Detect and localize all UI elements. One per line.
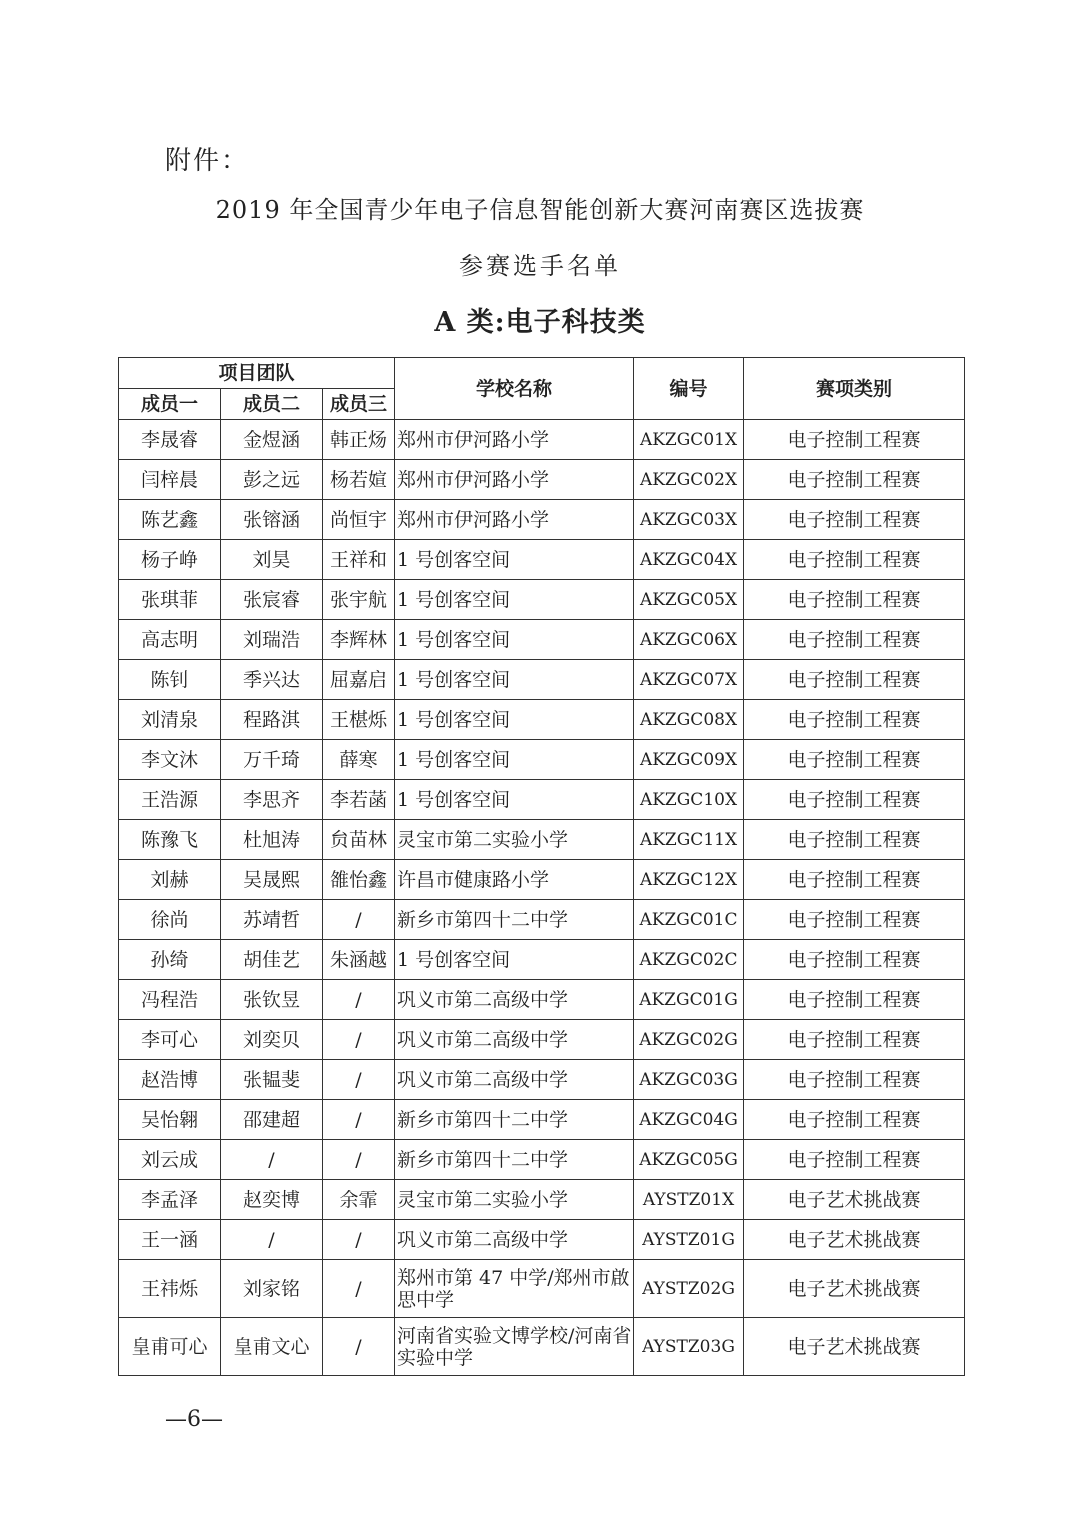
member2-cell: 苏靖哲 [221, 900, 323, 940]
member1-cell: 皇甫可心 [119, 1318, 221, 1376]
event-cell: 电子控制工程赛 [744, 1100, 965, 1140]
school-cell: 灵宝市第二实验小学 [395, 1180, 634, 1220]
code-cell: AKZGC03G [634, 1060, 744, 1100]
member3-cell: / [323, 1140, 395, 1180]
document-subtitle: 参赛选手名单 [459, 252, 621, 280]
table-body [119, 420, 965, 1376]
header-member2: 成员二 [221, 389, 323, 420]
member1-cell: 李晟睿 [119, 420, 221, 460]
table-row [119, 1020, 965, 1060]
member3-cell: 朱涵越 [323, 940, 395, 980]
event-cell: 电子控制工程赛 [744, 1060, 965, 1100]
member2-cell: 程路淇 [221, 700, 323, 740]
code-cell: AYSTZ03G [634, 1318, 744, 1376]
member3-cell: 王祥和 [323, 540, 395, 580]
school-cell: 1 号创客空间 [395, 740, 634, 780]
table-row [119, 1220, 965, 1260]
page-number: —6— [165, 1407, 223, 1432]
code-cell: AKZGC06X [634, 620, 744, 660]
member1-cell: 刘云成 [119, 1140, 221, 1180]
member3-cell: 王椹烁 [323, 700, 395, 740]
member2-cell: 刘家铭 [221, 1260, 323, 1318]
code-cell: AKZGC07X [634, 660, 744, 700]
member3-cell: 薛寒 [323, 740, 395, 780]
event-cell: 电子控制工程赛 [744, 860, 965, 900]
member2-cell: 张镕涵 [221, 500, 323, 540]
school-cell: 1 号创客空间 [395, 780, 634, 820]
event-cell: 电子艺术挑战赛 [744, 1220, 965, 1260]
member1-cell: 闫梓晨 [119, 460, 221, 500]
code-cell: AYSTZ01X [634, 1180, 744, 1220]
code-cell: AKZGC12X [634, 860, 744, 900]
school-cell: 郑州市第 47 中学/郑州市啟思中学 [395, 1260, 634, 1318]
member2-cell: 胡佳艺 [221, 940, 323, 980]
event-cell: 电子艺术挑战赛 [744, 1260, 965, 1318]
table-row [119, 1140, 965, 1180]
member3-cell: 余霏 [323, 1180, 395, 1220]
table-row [119, 1060, 965, 1100]
table-row [119, 540, 965, 580]
member3-cell: 韩正炀 [323, 420, 395, 460]
event-cell: 电子控制工程赛 [744, 420, 965, 460]
code-cell: AKZGC02G [634, 1020, 744, 1060]
member3-cell: 李辉林 [323, 620, 395, 660]
member1-cell: 杨子峥 [119, 540, 221, 580]
code-cell: AKZGC11X [634, 820, 744, 860]
school-cell: 1 号创客空间 [395, 540, 634, 580]
event-cell: 电子控制工程赛 [744, 540, 965, 580]
school-cell: 1 号创客空间 [395, 700, 634, 740]
table-row [119, 940, 965, 980]
document-title: 2019 年全国青少年电子信息智能创新大赛河南赛区选拔赛 [215, 196, 865, 224]
code-cell: AKZGC10X [634, 780, 744, 820]
table-row [119, 980, 965, 1020]
school-cell: 1 号创客空间 [395, 620, 634, 660]
event-cell: 电子艺术挑战赛 [744, 1180, 965, 1220]
member2-cell: 杜旭涛 [221, 820, 323, 860]
code-cell: AKZGC01C [634, 900, 744, 940]
member2-cell: 张韫斐 [221, 1060, 323, 1100]
school-cell: 许昌市健康路小学 [395, 860, 634, 900]
school-cell: 巩义市第二高级中学 [395, 980, 634, 1020]
event-cell: 电子控制工程赛 [744, 580, 965, 620]
header-team: 项目团队 [119, 358, 395, 389]
code-cell: AKZGC02X [634, 460, 744, 500]
member3-cell: / [323, 1260, 395, 1318]
member2-cell: 李思齐 [221, 780, 323, 820]
member2-cell: 彭之远 [221, 460, 323, 500]
member3-cell: / [323, 1318, 395, 1376]
event-cell: 电子控制工程赛 [744, 1140, 965, 1180]
participants-table [118, 357, 965, 1376]
member1-cell: 徐尚 [119, 900, 221, 940]
member2-cell: 皇甫文心 [221, 1318, 323, 1376]
member1-cell: 李文沐 [119, 740, 221, 780]
member2-cell: 刘昊 [221, 540, 323, 580]
code-cell: AKZGC01X [634, 420, 744, 460]
school-cell: 新乡市第四十二中学 [395, 900, 634, 940]
member1-cell: 刘赫 [119, 860, 221, 900]
member1-cell: 王浩源 [119, 780, 221, 820]
table-row [119, 860, 965, 900]
table-row [119, 580, 965, 620]
event-cell: 电子控制工程赛 [744, 660, 965, 700]
school-cell: 郑州市伊河路小学 [395, 460, 634, 500]
member1-cell: 吴怡翱 [119, 1100, 221, 1140]
event-cell: 电子控制工程赛 [744, 780, 965, 820]
header-event: 赛项类别 [744, 358, 965, 420]
table-row [119, 1260, 965, 1318]
school-cell: 1 号创客空间 [395, 580, 634, 620]
header-member3: 成员三 [323, 389, 395, 420]
member2-cell: 刘瑞浩 [221, 620, 323, 660]
code-cell: AKZGC08X [634, 700, 744, 740]
member3-cell: / [323, 900, 395, 940]
member1-cell: 王一涵 [119, 1220, 221, 1260]
school-cell: 郑州市伊河路小学 [395, 420, 634, 460]
member2-cell: 吴晟熙 [221, 860, 323, 900]
table-row [119, 1318, 965, 1376]
member2-cell: / [221, 1140, 323, 1180]
member2-cell: 张钦昱 [221, 980, 323, 1020]
event-cell: 电子控制工程赛 [744, 900, 965, 940]
member3-cell: / [323, 1100, 395, 1140]
member1-cell: 陈豫飞 [119, 820, 221, 860]
school-cell: 巩义市第二高级中学 [395, 1060, 634, 1100]
member1-cell: 高志明 [119, 620, 221, 660]
member1-cell: 张琪菲 [119, 580, 221, 620]
school-cell: 1 号创客空间 [395, 660, 634, 700]
school-cell: 1 号创客空间 [395, 940, 634, 980]
event-cell: 电子控制工程赛 [744, 980, 965, 1020]
member2-cell: 张宸睿 [221, 580, 323, 620]
member3-cell: 杨若媗 [323, 460, 395, 500]
event-cell: 电子控制工程赛 [744, 740, 965, 780]
school-cell: 巩义市第二高级中学 [395, 1020, 634, 1060]
code-cell: AKZGC09X [634, 740, 744, 780]
table-row [119, 500, 965, 540]
header-member1: 成员一 [119, 389, 221, 420]
member2-cell: / [221, 1220, 323, 1260]
member1-cell: 赵浩博 [119, 1060, 221, 1100]
code-cell: AKZGC04X [634, 540, 744, 580]
code-cell: AKZGC04G [634, 1100, 744, 1140]
table-row [119, 420, 965, 460]
member1-cell: 陈艺鑫 [119, 500, 221, 540]
member1-cell: 李孟泽 [119, 1180, 221, 1220]
event-cell: 电子控制工程赛 [744, 1020, 965, 1060]
table-row [119, 900, 965, 940]
school-cell: 河南省实验文博学校/河南省实验中学 [395, 1318, 634, 1376]
category-heading: A 类:电子科技类 [434, 307, 646, 338]
member1-cell: 孙绮 [119, 940, 221, 980]
table-row [119, 740, 965, 780]
member3-cell: 屈嘉启 [323, 660, 395, 700]
event-cell: 电子控制工程赛 [744, 700, 965, 740]
member3-cell: 贠苗林 [323, 820, 395, 860]
code-cell: AKZGC05X [634, 580, 744, 620]
member3-cell: / [323, 1220, 395, 1260]
table-row [119, 1100, 965, 1140]
table-row [119, 780, 965, 820]
code-cell: AKZGC02C [634, 940, 744, 980]
school-cell: 灵宝市第二实验小学 [395, 820, 634, 860]
school-cell: 新乡市第四十二中学 [395, 1100, 634, 1140]
school-cell: 郑州市伊河路小学 [395, 500, 634, 540]
member2-cell: 金煜涵 [221, 420, 323, 460]
code-cell: AKZGC05G [634, 1140, 744, 1180]
table-row [119, 700, 965, 740]
attachment-label: 附件： [165, 146, 250, 176]
member1-cell: 李可心 [119, 1020, 221, 1060]
code-cell: AKZGC03X [634, 500, 744, 540]
school-cell: 巩义市第二高级中学 [395, 1220, 634, 1260]
table-row [119, 1180, 965, 1220]
header-code: 编号 [634, 358, 744, 420]
event-cell: 电子控制工程赛 [744, 940, 965, 980]
event-cell: 电子控制工程赛 [744, 820, 965, 860]
school-cell: 新乡市第四十二中学 [395, 1140, 634, 1180]
member2-cell: 赵奕博 [221, 1180, 323, 1220]
member1-cell: 刘清泉 [119, 700, 221, 740]
member3-cell: / [323, 980, 395, 1020]
member3-cell: 雒怡鑫 [323, 860, 395, 900]
member1-cell: 陈钊 [119, 660, 221, 700]
event-cell: 电子控制工程赛 [744, 500, 965, 540]
table-row [119, 820, 965, 860]
code-cell: AYSTZ02G [634, 1260, 744, 1318]
member2-cell: 季兴达 [221, 660, 323, 700]
table-row [119, 660, 965, 700]
event-cell: 电子控制工程赛 [744, 460, 965, 500]
member1-cell: 王祎烁 [119, 1260, 221, 1318]
member3-cell: 尚恒宇 [323, 500, 395, 540]
table-row [119, 620, 965, 660]
member2-cell: 邵建超 [221, 1100, 323, 1140]
table-row [119, 460, 965, 500]
event-cell: 电子控制工程赛 [744, 620, 965, 660]
member3-cell: 李若菡 [323, 780, 395, 820]
member3-cell: 张宇航 [323, 580, 395, 620]
member2-cell: 刘奕贝 [221, 1020, 323, 1060]
code-cell: AKZGC01G [634, 980, 744, 1020]
member2-cell: 万千琦 [221, 740, 323, 780]
member1-cell: 冯程浩 [119, 980, 221, 1020]
member3-cell: / [323, 1060, 395, 1100]
event-cell: 电子艺术挑战赛 [744, 1318, 965, 1376]
header-school: 学校名称 [395, 358, 634, 420]
member3-cell: / [323, 1020, 395, 1060]
code-cell: AYSTZ01G [634, 1220, 744, 1260]
